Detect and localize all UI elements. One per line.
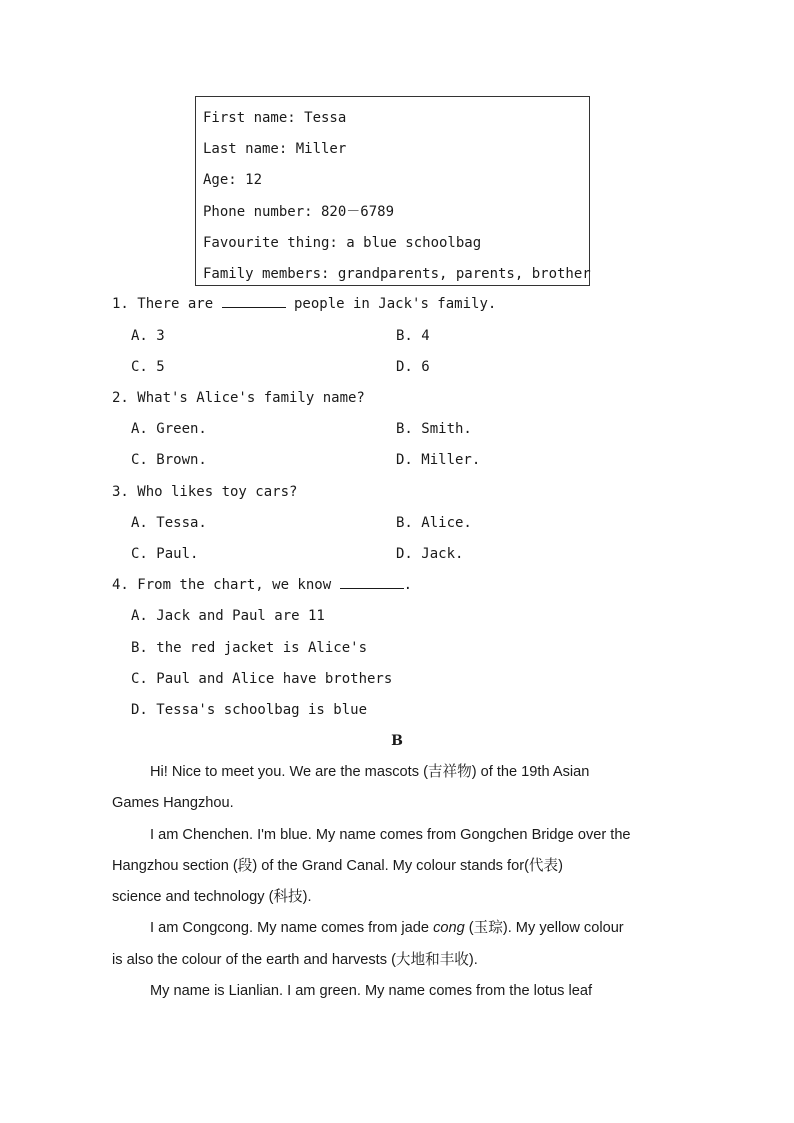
passage-text: I am Congcong. My name comes from jade bbox=[150, 920, 434, 936]
q1-option-b: B. 4 bbox=[396, 328, 430, 344]
passage-line: is also the colour of the earth and harvests (大地和丰收). bbox=[112, 952, 478, 968]
q2-option-a: A. Green. bbox=[131, 421, 207, 437]
q3-option-a: A. Tessa. bbox=[131, 515, 207, 531]
info-card bbox=[195, 96, 590, 286]
passage-line bbox=[150, 919, 624, 937]
passage-line: Games Hangzhou. bbox=[112, 795, 234, 811]
q1-option-c: C. 5 bbox=[131, 359, 165, 375]
passage-line: My name is Lianlian. I am green. My name comes from the lotus leaf bbox=[150, 983, 593, 999]
question-1 bbox=[112, 295, 496, 313]
q3-option-c: C. Paul. bbox=[131, 546, 199, 562]
passage-line: Hi! Nice to meet you. We are the mascots (吉祥物) of the 19th Asian bbox=[150, 764, 590, 780]
question-1-stem-before: 1. There are bbox=[112, 296, 222, 312]
card-first-name: First name: Tessa bbox=[203, 110, 347, 126]
q2-option-b: B. Smith. bbox=[396, 421, 472, 437]
q2-option-c: C. Brown. bbox=[131, 452, 207, 468]
q2-option-d: D. Miller. bbox=[396, 452, 481, 468]
section-heading: B bbox=[391, 733, 403, 749]
q4-option-d: D. Tessa's schoolbag is blue bbox=[131, 702, 368, 718]
answer-blank bbox=[222, 295, 286, 308]
answer-blank bbox=[340, 576, 404, 589]
question-4 bbox=[112, 576, 412, 594]
q3-option-b: B. Alice. bbox=[396, 515, 472, 531]
card-age: Age: 12 bbox=[203, 172, 263, 189]
q1-option-a: A. 3 bbox=[131, 328, 165, 344]
q4-option-c: C. Paul and Alice have brothers bbox=[131, 671, 393, 687]
card-family: Family members: grandparents, parents, brother bbox=[203, 265, 591, 282]
question-2: 2. What's Alice's family name? bbox=[112, 390, 365, 406]
q3-option-d: D. Jack. bbox=[396, 546, 464, 562]
question-4-stem-after: . bbox=[403, 577, 413, 593]
passage-line: science and technology (科技). bbox=[112, 889, 312, 905]
card-phone: Phone number: 820－6789 bbox=[203, 203, 395, 220]
passage-line: I am Chenchen. I'm blue. My name comes from Gongchen Bridge over the bbox=[150, 827, 631, 843]
q1-option-d: D. 6 bbox=[396, 359, 430, 375]
question-4-stem-before: 4. From the chart, we know bbox=[112, 577, 340, 593]
question-3: 3. Who likes toy cars? bbox=[112, 484, 298, 500]
card-last-name: Last name: Miller bbox=[203, 141, 347, 158]
passage-italic-word: cong bbox=[433, 920, 465, 936]
passage-text: (玉琮). My yellow colour bbox=[464, 920, 624, 936]
q4-option-b: B. the red jacket is Alice's bbox=[131, 640, 368, 656]
question-1-stem-after: people in Jack's family. bbox=[285, 296, 497, 312]
passage-line: Hangzhou section (段) of the Grand Canal. My colour stands for(代表) bbox=[112, 858, 563, 874]
card-favourite: Favourite thing: a blue schoolbag bbox=[203, 234, 482, 251]
q4-option-a: A. Jack and Paul are 11 bbox=[131, 608, 325, 624]
